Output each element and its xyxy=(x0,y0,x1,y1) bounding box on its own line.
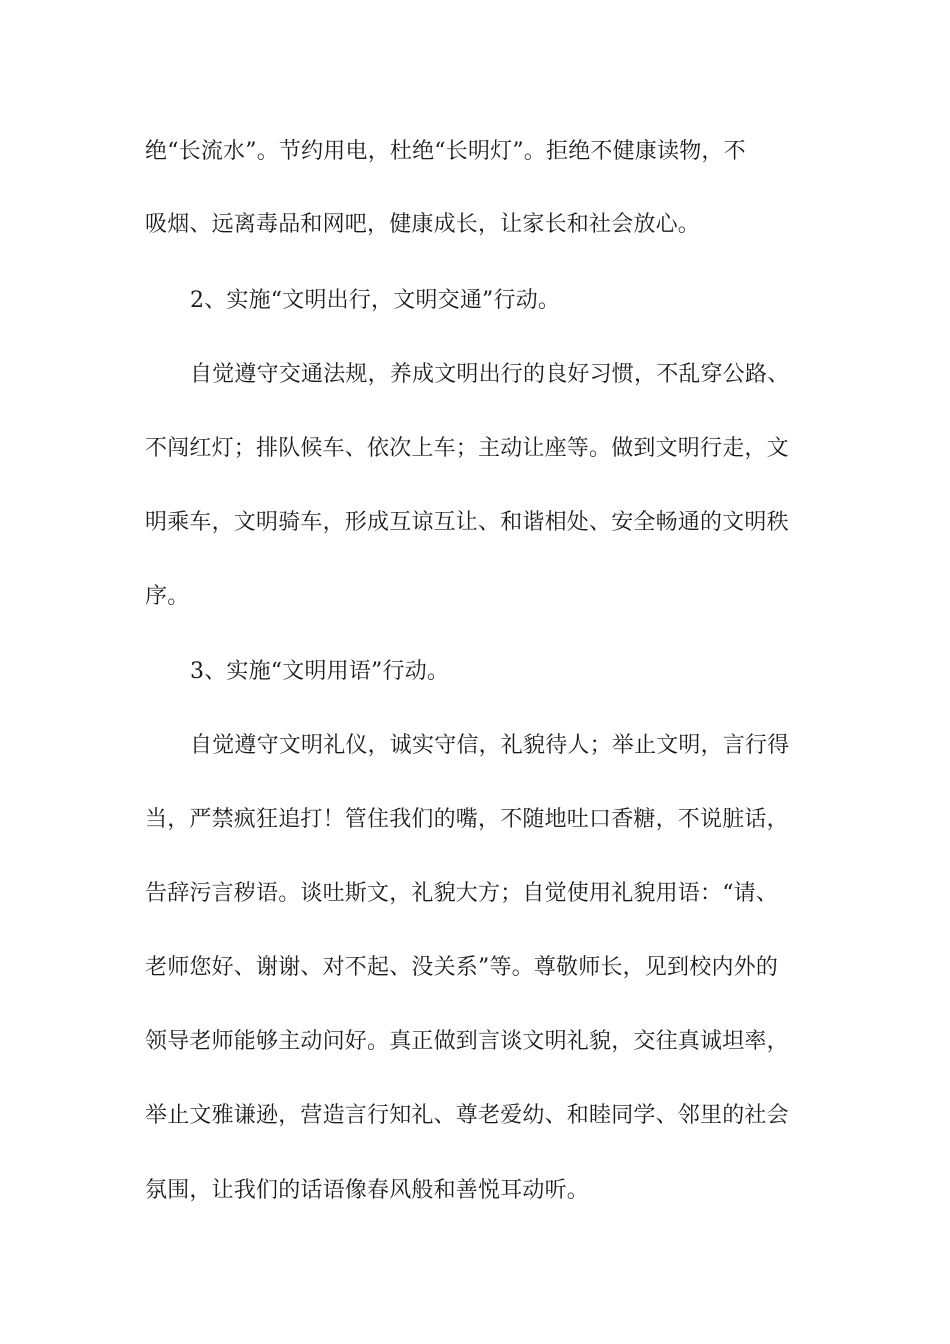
text-line: 告辞污言秽语。谈吐斯文，礼貌大方；自觉使用礼貌用语：“请、 xyxy=(145,881,779,906)
text-line: 序。 xyxy=(145,584,190,609)
section-heading: 3、实施“文明用语”行动。 xyxy=(190,659,450,684)
text-line: 老师您好、谢谢、对不起、没关系”等。尊敬师长，见到校内外的 xyxy=(145,955,779,980)
section-heading: 2、实施“文明出行，文明交通”行动。 xyxy=(190,288,561,313)
text-line: 自觉遵守文明礼仪，诚实守信，礼貌待人；举止文明，言行得 xyxy=(190,733,790,758)
text-line: 举止文雅谦逊，营造言行知礼、尊老爱幼、和睦同学、邻里的社会 xyxy=(145,1103,789,1128)
text-line: 氛围，让我们的话语像春风般和善悦耳动听。 xyxy=(145,1178,590,1203)
text-line: 当，严禁疯狂追打！管住我们的嘴，不随地吐口香糖，不说脏话， xyxy=(145,807,789,832)
text-line: 吸烟、远离毒品和网吧，健康成长，让家长和社会放心。 xyxy=(145,212,701,237)
text-line: 不闯红灯；排队候车、依次上车；主动让座等。做到文明行走，文 xyxy=(145,436,789,461)
text-line: 领导老师能够主动问好。真正做到言谈文明礼貌，交往真诚坦率， xyxy=(145,1029,789,1054)
text-line: 自觉遵守交通法规，养成文明出行的良好习惯，不乱穿公路、 xyxy=(190,362,790,387)
text-line: 明乘车，文明骑车，形成互谅互让、和谐相处、安全畅通的文明秩 xyxy=(145,510,789,535)
text-line: 绝“长流水”。节约用电，杜绝“长明灯”。拒绝不健康读物，不 xyxy=(145,139,746,164)
